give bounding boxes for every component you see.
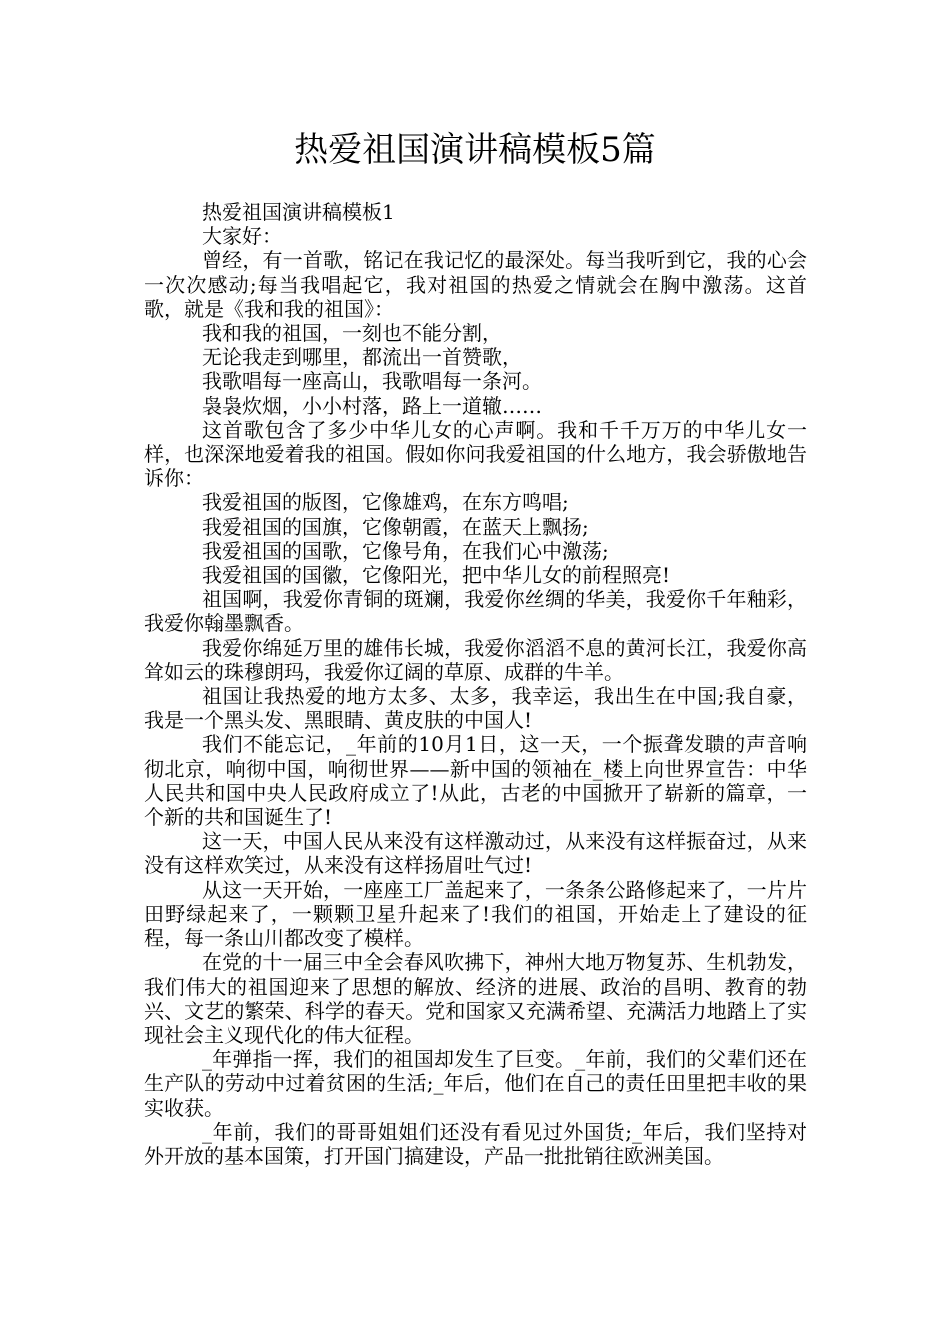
body-paragraph: 曾经，有一首歌，铭记在我记忆的最深处。每当我听到它，我的心会一次次感动;每当我唱起它，我对祖国的热爱之情就会在胸中激荡。这首歌，就是《我和我的祖国》： bbox=[144, 248, 807, 321]
body-paragraph: 在党的十一届三中全会春风吹拂下，神州大地万物复苏、生机勃发，我们伟大的祖国迎来了思想的解放、经济的进展、政治的昌明、教育的勃兴、文艺的繁荣、科学的春天。党和国家又充满希望、充满活力地踏上了实现社会主义现代化的伟大征程。 bbox=[144, 950, 807, 1047]
document-title: 热爱祖国演讲稿模板5篇 bbox=[294, 130, 656, 170]
body-paragraph: 我爱祖国的国歌，它像号角，在我们心中激荡; bbox=[202, 538, 609, 563]
lyric-line: 我和我的祖国，一刻也不能分割， bbox=[202, 321, 502, 346]
body-paragraph: 我爱你绵延万里的雄伟长城，我爱你滔滔不息的黄河长江，我爱你高耸如云的珠穆朗玛，我爱你辽阔的草原、成群的牛羊。 bbox=[144, 635, 807, 684]
lyric-line: 袅袅炊烟，小小村落，路上一道辙…… bbox=[202, 393, 542, 418]
body-paragraph: 我爱祖国的国徽，它像阳光，把中华儿女的前程照亮! bbox=[202, 563, 671, 588]
body-paragraph: 这首歌包含了多少中华儿女的心声啊。我和千千万万的中华儿女一样，也深深地爱着我的祖国。假如你问我爱祖国的什么地方，我会骄傲地告诉你： bbox=[144, 417, 807, 491]
body-paragraph: _年前，我们的哥哥姐姐们还没有看见过外国货;_年后，我们坚持对外开放的基本国策，打开国门搞建设，产品一批批销往欧洲美国。 bbox=[144, 1119, 807, 1168]
body-paragraph: 我们不能忘记，_年前的10月1日，这一天，一个振聋发聩的声音响彻北京，响彻中国，响彻世界——新中国的领袖在_楼上向世界宣告：中华人民共和国中央人民政府成立了!从此，古老的中国掀开了崭新的篇章，一个新的共和国诞生了! bbox=[144, 732, 807, 830]
lyric-line: 我歌唱每一座高山，我歌唱每一条河。 bbox=[202, 369, 542, 394]
subtitle-paragraph: 热爱祖国演讲稿模板1 bbox=[202, 200, 395, 224]
greeting-paragraph: 大家好： bbox=[202, 224, 282, 249]
body-paragraph: 我爱祖国的版图，它像雄鸡，在东方鸣唱; bbox=[202, 490, 569, 515]
document-body bbox=[144, 200, 807, 1168]
body-paragraph: 我爱祖国的国旗，它像朝霞，在蓝天上飘扬; bbox=[202, 514, 589, 539]
body-paragraph: 从这一天开始，一座座工厂盖起来了，一条条公路修起来了，一片片田野绿起来了，一颗颗卫星升起来了!我们的祖国，开始走上了建设的征程，每一条山川都改变了模样。 bbox=[144, 877, 807, 951]
body-paragraph: _年弹指一挥，我们的祖国却发生了巨变。_年前，我们的父辈们还在生产队的劳动中过着贫困的生活;_年后，他们在自己的责任田里把丰收的果实收获。 bbox=[144, 1047, 807, 1120]
body-paragraph: 这一天，中国人民从来没有这样激动过，从来没有这样振奋过，从来没有这样欢笑过，从来没有这样扬眉吐气过! bbox=[144, 829, 807, 878]
lyric-line: 无论我走到哪里，都流出一首赞歌， bbox=[202, 345, 522, 370]
body-paragraph: 祖国让我热爱的地方太多、太多，我幸运，我出生在中国;我自豪，我是一个黑头发、黑眼睛、黄皮肤的中国人! bbox=[144, 684, 807, 733]
body-paragraph: 祖国啊，我爱你青铜的斑斓，我爱你丝绸的华美，我爱你千年釉彩，我爱你翰墨飘香。 bbox=[144, 587, 807, 636]
